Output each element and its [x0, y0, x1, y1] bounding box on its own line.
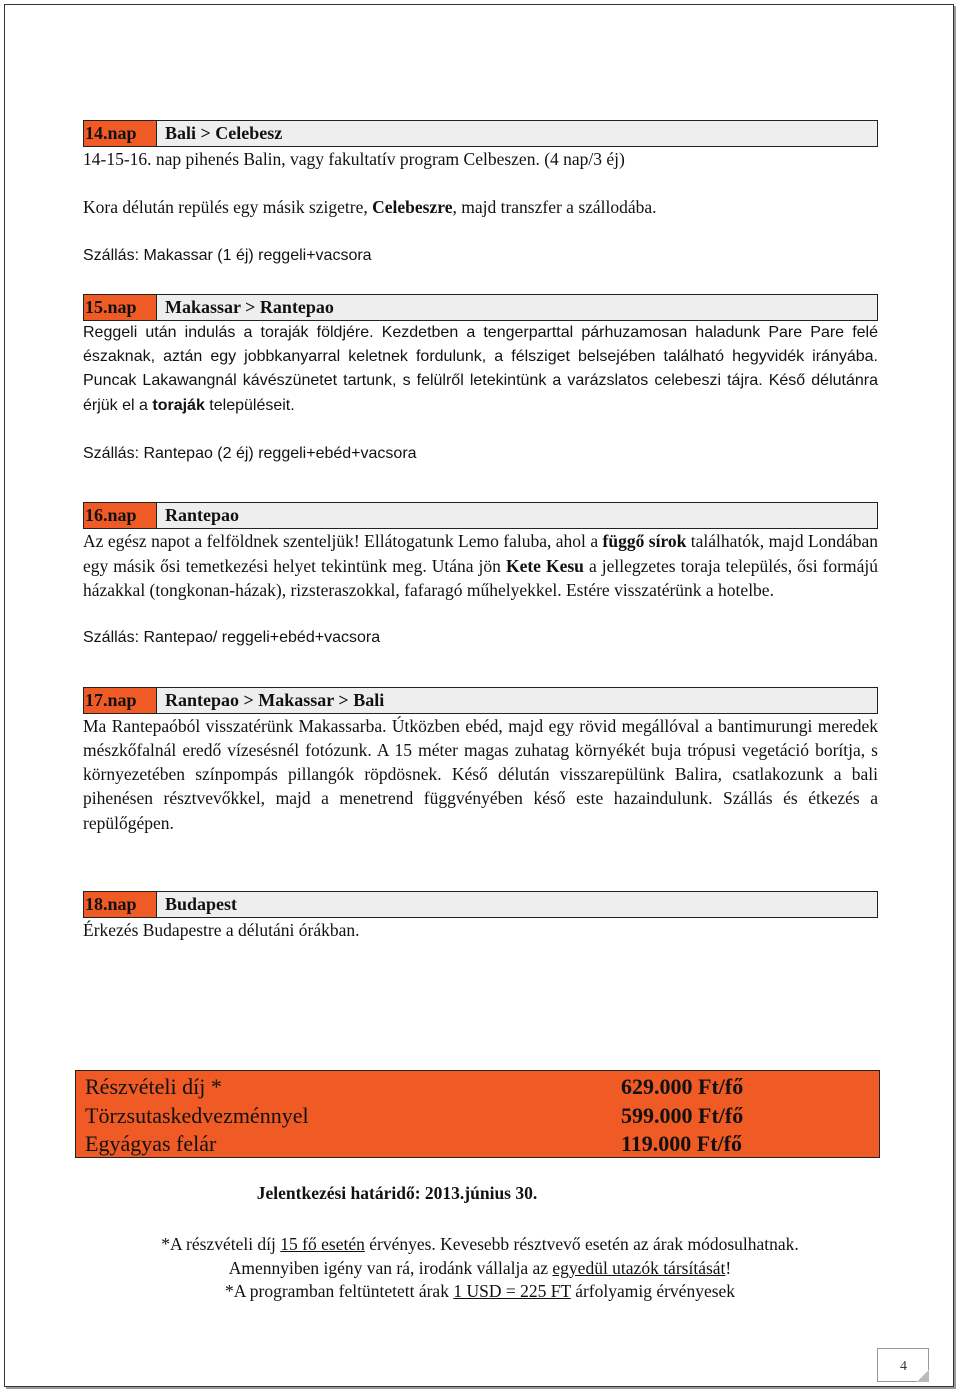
day-title: Makassar > Rantepao [165, 296, 334, 317]
itinerary [83, 120, 878, 942]
price-value: 119.000 Ft/fő [621, 1131, 742, 1156]
page-corner-fold [917, 1370, 929, 1382]
footnote-line [0, 1233, 960, 1257]
text-run: ! [725, 1257, 732, 1278]
text-run-underlined: 1 USD = 225 FT [453, 1281, 571, 1301]
text-run-bold: függő sírok [602, 531, 687, 552]
price-row [85, 1073, 865, 1101]
day-header-18 [83, 891, 878, 918]
text-run-bold: Celebeszre [372, 197, 453, 218]
lodging-info: Szállás: Rantepao/ reggeli+ebéd+vacsora [83, 629, 381, 647]
text-run-bold: torajá [152, 396, 196, 414]
day-title: Rantepao > Makassar > Bali [165, 689, 385, 710]
day-header-16 [83, 502, 878, 529]
day-header-15 [83, 294, 878, 321]
day-description [83, 195, 878, 219]
deadline-text: Jelentkezési határidő: 2013.június 30. [256, 1183, 538, 1203]
text-run: árfolyamig érvényesek [570, 1281, 736, 1301]
footnote-line [0, 1280, 960, 1304]
page-number: 4 [900, 1359, 907, 1374]
text-run: Kora délután repülés egy másik szigetre, [83, 197, 373, 218]
day-title: Budapest [165, 894, 238, 915]
text-run: Amennyiben igény van rá, irodánk vállalja az [228, 1257, 553, 1278]
application-deadline [0, 1183, 960, 1204]
day-description [83, 321, 878, 418]
day-label: 15.nap [84, 295, 157, 320]
day-description: Ma Rantepaóból visszatérünk Makassarba. Útközben ebéd, majd egy rövid megállóval a bantimurungi meredek mészkőfalnál eredő vízesésnél fotózunk. A 15 méter magas zuhatag környékét buja trópusi vegetáció borítja, s környezetében színpompás pillangók röpdösnek. Késő délután visszarepülünk Balira, csatlakozunk a bali pihenésen résztvevőkkel, majd a menetrend függvényében késő este hazaindulunk. Szállás és étkezés a repülőgépen. [83, 715, 878, 833]
text-run: Az egész napot a felföldnek szenteljük! Ellátogatunk Lemo faluba, ahol a [83, 531, 603, 552]
day-description: Érkezés Budapestre a délutáni órákban. [83, 920, 360, 941]
text-run: találhatók, majd Londában egy másik ősi temetkezési helyet tekintünk meg. Utána jön [83, 531, 878, 576]
text-run: Reggeli után indulás a toraják földjére. [83, 323, 374, 341]
footnote-line [0, 1257, 960, 1281]
text-run: településeit. [204, 396, 295, 414]
day-title: Bali > Celebesz [165, 123, 283, 143]
price-label: Részvételi díj * [85, 1074, 222, 1099]
lodging-info: Szállás: Makassar (1 éj) reggeli+vacsora [83, 246, 372, 264]
text-run-underlined: egyedül utazók társítását [552, 1257, 726, 1278]
text-run: Kezdetben a tengerparttal párhuzamosan haladunk Pare Pare felé északnak, aztán egy jobbkanyarral keletnek fordulunk, a félsziget belsejében található hegyvidék irányába. Puncak Lakawangnál kávészünetet tartunk, s felülről letekintünk a varázslatos celebeszi tájra. Késő délutánra érjük el a [83, 323, 879, 414]
day-label: 17.nap [84, 688, 157, 713]
day-label: 16.nap [84, 503, 157, 528]
day-description [83, 529, 878, 602]
text-run: *A részvételi díj [161, 1234, 281, 1254]
text-run: a jellegzetes toraja település, ősi formájú házakkal (tongkonan-házak), rizsteraszokkal, fafaragó műhelyekkel. Estére visszatérünk a hotelbe. [83, 555, 878, 600]
day-note: 14-15-16. nap pihenés Balin, vagy fakultatív program Celbeszen. (4 nap/3 éj) [83, 149, 625, 169]
day-label: 14.nap [84, 121, 157, 146]
text-run: *A programban feltüntetett árak [224, 1281, 454, 1301]
text-run-bold: Kete Kesu [505, 555, 584, 576]
footnotes [0, 1233, 960, 1304]
lodging-info: Szállás: Rantepao (2 éj) reggeli+ebéd+vacsora [83, 445, 417, 463]
price-value: 599.000 Ft/fő [621, 1103, 744, 1128]
price-value: 629.000 Ft/fő [621, 1074, 744, 1099]
price-label: Egyágyas felár [85, 1131, 217, 1156]
text-run: érvényes. Kevesebb résztvevő esetén az árak módosulhatnak. [364, 1234, 799, 1254]
day-title: Rantepao [165, 505, 240, 526]
text-run-underlined: 15 fő esetén [280, 1234, 365, 1254]
day-header-17 [83, 687, 878, 714]
price-table [75, 1070, 880, 1158]
text-run: , majd transzfer a szállodába. [452, 197, 657, 218]
price-row [85, 1130, 865, 1158]
page-number-box [877, 1348, 929, 1382]
day-header-14 [83, 120, 878, 147]
price-label: Törzsutaskedvezménnyel [85, 1103, 309, 1128]
text-run-bold: k [195, 396, 205, 414]
day-label: 18.nap [84, 892, 157, 917]
price-row [85, 1102, 865, 1130]
